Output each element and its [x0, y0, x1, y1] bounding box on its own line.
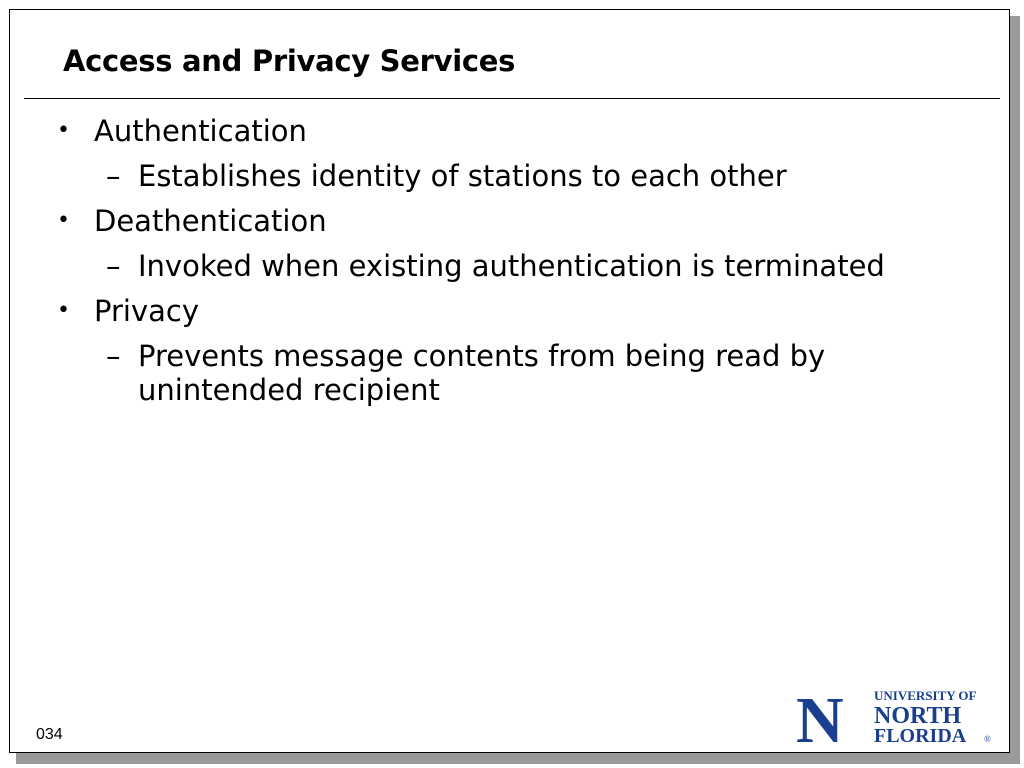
sub-bullet-text: Prevents message contents from being read by unintended recipient [138, 339, 826, 407]
bullet-text: Privacy [94, 294, 199, 328]
bullet-marker: • [57, 118, 70, 143]
bullet-item [54, 294, 954, 328]
slide-title: Access and Privacy Services [63, 44, 516, 78]
sub-bullet-text: Establishes identity of stations to each other [138, 159, 787, 193]
logo-letter: N [796, 686, 844, 744]
logo-line3: FLORIDA [874, 725, 967, 744]
bullet-item [54, 114, 954, 148]
sub-bullet-marker: – [106, 339, 121, 373]
sub-bullet-marker: – [106, 249, 121, 283]
bullet-text: Deathentication [94, 204, 327, 238]
slide [9, 9, 1010, 753]
logo-line2: NORTH [874, 703, 962, 729]
logo-mark: ® [984, 734, 991, 744]
slide-number: 034 [36, 726, 63, 743]
title-divider [24, 98, 1000, 99]
logo-line1: UNIVERSITY OF [874, 688, 977, 703]
sub-bullet-item [54, 249, 954, 283]
bullet-list [54, 114, 954, 418]
bullet-item [54, 204, 954, 238]
bullet-marker: • [57, 208, 70, 233]
bullet-text: Authentication [94, 114, 307, 148]
university-logo [794, 686, 994, 744]
sub-bullet-item [54, 339, 954, 407]
sub-bullet-marker: – [106, 159, 121, 193]
bullet-marker: • [57, 298, 70, 323]
sub-bullet-text: Invoked when existing authentication is terminated [138, 249, 885, 283]
sub-bullet-item [54, 159, 954, 193]
